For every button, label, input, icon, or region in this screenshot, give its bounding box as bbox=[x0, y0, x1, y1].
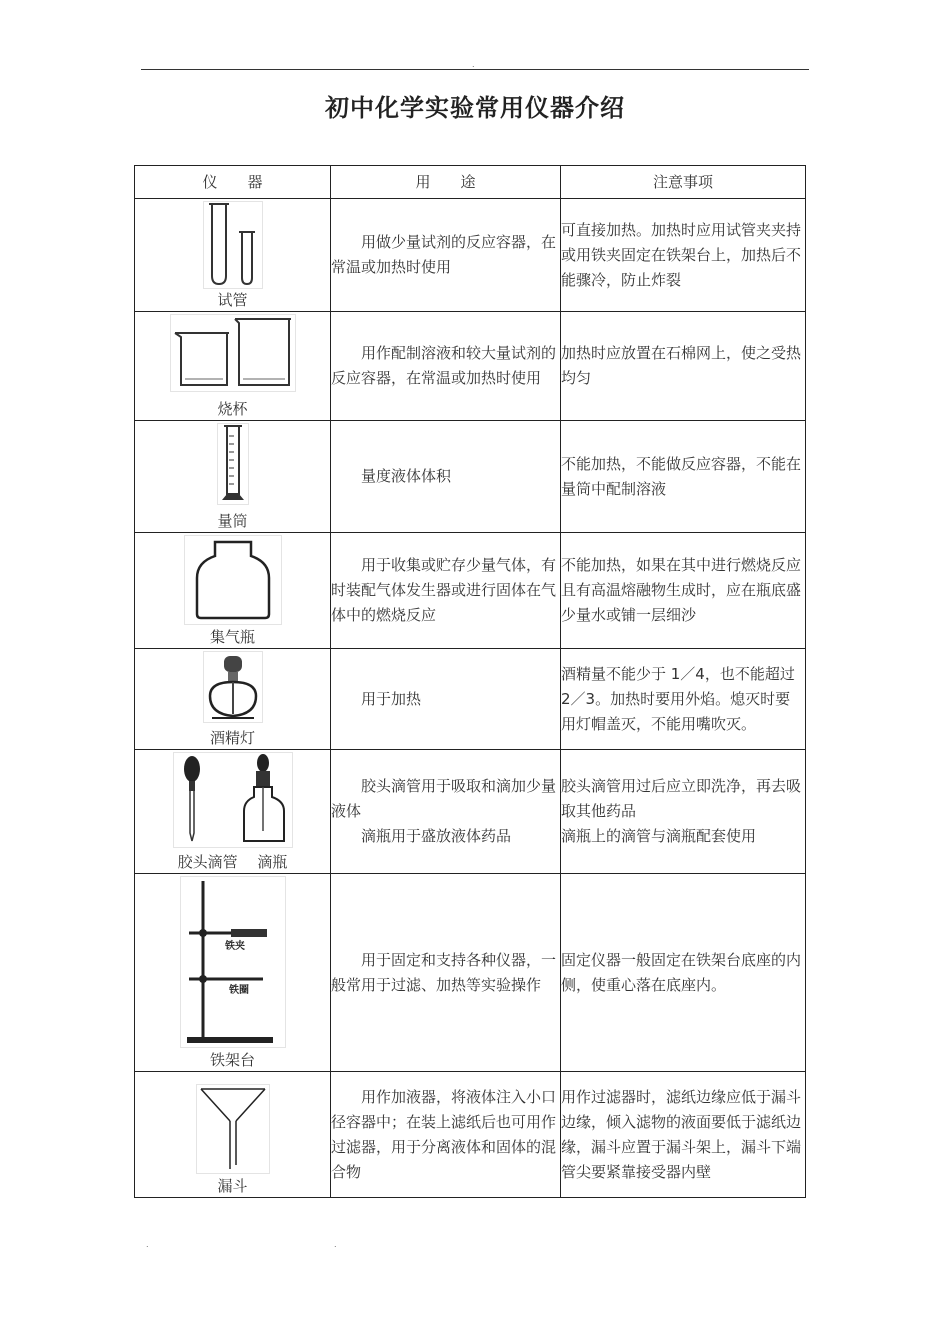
note-line: 滴瓶上的滴管与滴瓶配套使用 bbox=[561, 827, 757, 845]
instrument-name: 胶头滴管 滴瓶 bbox=[177, 853, 288, 871]
instrument-name: 量筒 bbox=[217, 512, 248, 530]
header-notes: 注意事项 bbox=[561, 166, 806, 199]
funnel-icon bbox=[196, 1084, 270, 1174]
instrument-cell bbox=[135, 421, 331, 533]
clamp-label: 铁夹 bbox=[224, 941, 245, 952]
table-row bbox=[135, 533, 806, 649]
instrument-cell bbox=[135, 199, 331, 312]
note-line: 胶头滴管用过后应立即洗净，再去吸取其他药品 bbox=[561, 777, 802, 820]
graduated-cylinder-icon bbox=[217, 423, 249, 505]
table-row bbox=[135, 649, 806, 750]
header-dot: . bbox=[472, 60, 475, 69]
table-row bbox=[135, 421, 806, 533]
table-row bbox=[135, 750, 806, 874]
header-rule bbox=[141, 69, 809, 70]
note-cell: 固定仪器一般固定在铁架台底座的内侧，使重心落在底座内。 bbox=[561, 874, 806, 1072]
use-cell: 用于固定和支持各种仪器，一般常用于过滤、加热等实验操作 bbox=[331, 874, 561, 1072]
use-line: 滴瓶用于盛放液体药品 bbox=[361, 827, 512, 845]
instrument-cell bbox=[135, 874, 331, 1072]
instrument-cell bbox=[135, 750, 331, 874]
instrument-name: 酒精灯 bbox=[209, 729, 255, 747]
test-tube-icon bbox=[203, 201, 263, 289]
note-cell: 不能加热，不能做反应容器，不能在量筒中配制溶液 bbox=[561, 421, 806, 533]
use-cell: 用于加热 bbox=[331, 649, 561, 750]
iron-stand-icon bbox=[180, 876, 286, 1048]
instrument-cell bbox=[135, 649, 331, 750]
ring-label: 铁圈 bbox=[228, 985, 249, 996]
instrument-name: 烧杯 bbox=[217, 400, 248, 418]
table-row bbox=[135, 1072, 806, 1198]
footer-dot-right: . bbox=[334, 1240, 337, 1249]
footer-dot-left: . bbox=[146, 1240, 149, 1249]
dropper-bottle-icon bbox=[173, 752, 293, 848]
use-cell: 用做少量试剂的反应容器，在常温或加热时使用 bbox=[331, 199, 561, 312]
header-use: 用 途 bbox=[331, 166, 561, 199]
header-instrument: 仪 器 bbox=[135, 166, 331, 199]
use-cell: 用作配制溶液和较大量试剂的反应容器，在常温或加热时使用 bbox=[331, 312, 561, 421]
note-cell: 酒精量不能少于 1／4，也不能超过 2／3。加热时要用外焰。熄灭时要用灯帽盖灭，不能用嘴吹灭。 bbox=[561, 649, 806, 750]
instrument-name: 试管 bbox=[217, 291, 248, 309]
table-header-row bbox=[135, 166, 806, 199]
table-row bbox=[135, 312, 806, 421]
note-cell bbox=[561, 750, 806, 874]
use-line: 胶头滴管用于吸取和滴加少量液体 bbox=[331, 777, 557, 820]
instrument-cell bbox=[135, 533, 331, 649]
note-cell: 可直接加热。加热时应用试管夹夹持或用铁夹固定在铁架台上，加热后不能骤冷，防止炸裂 bbox=[561, 199, 806, 312]
instrument-name: 漏斗 bbox=[217, 1177, 248, 1195]
note-cell: 用作过滤器时，滤纸边缘应低于漏斗边缘，倾入滤物的液面要低于滤纸边缘，漏斗应置于漏斗架上，漏斗下端管尖要紧靠接受器内壁 bbox=[561, 1072, 806, 1198]
instrument-table bbox=[134, 165, 806, 1198]
instrument-name: 集气瓶 bbox=[209, 628, 255, 646]
alcohol-lamp-icon bbox=[203, 651, 263, 723]
use-cell bbox=[331, 750, 561, 874]
gas-jar-icon bbox=[184, 535, 282, 625]
use-cell: 量度液体体积 bbox=[331, 421, 561, 533]
instrument-cell bbox=[135, 1072, 331, 1198]
use-cell: 用于收集或贮存少量气体，有时装配气体发生器或进行固体在气体中的燃烧反应 bbox=[331, 533, 561, 649]
table-row bbox=[135, 199, 806, 312]
instrument-cell bbox=[135, 312, 331, 421]
page-title: 初中化学实验常用仪器介绍 bbox=[325, 94, 625, 122]
beaker-icon bbox=[170, 314, 296, 392]
instrument-name: 铁架台 bbox=[209, 1051, 255, 1069]
use-cell: 用作加液器，将液体注入小口径容器中；在装上滤纸后也可用作过滤器，用于分离液体和固体的混合物 bbox=[331, 1072, 561, 1198]
note-cell: 加热时应放置在石棉网上，使之受热均匀 bbox=[561, 312, 806, 421]
note-cell: 不能加热，如果在其中进行燃烧反应且有高温熔融物生成时，应在瓶底盛少量水或铺一层细沙 bbox=[561, 533, 806, 649]
table-row bbox=[135, 874, 806, 1072]
